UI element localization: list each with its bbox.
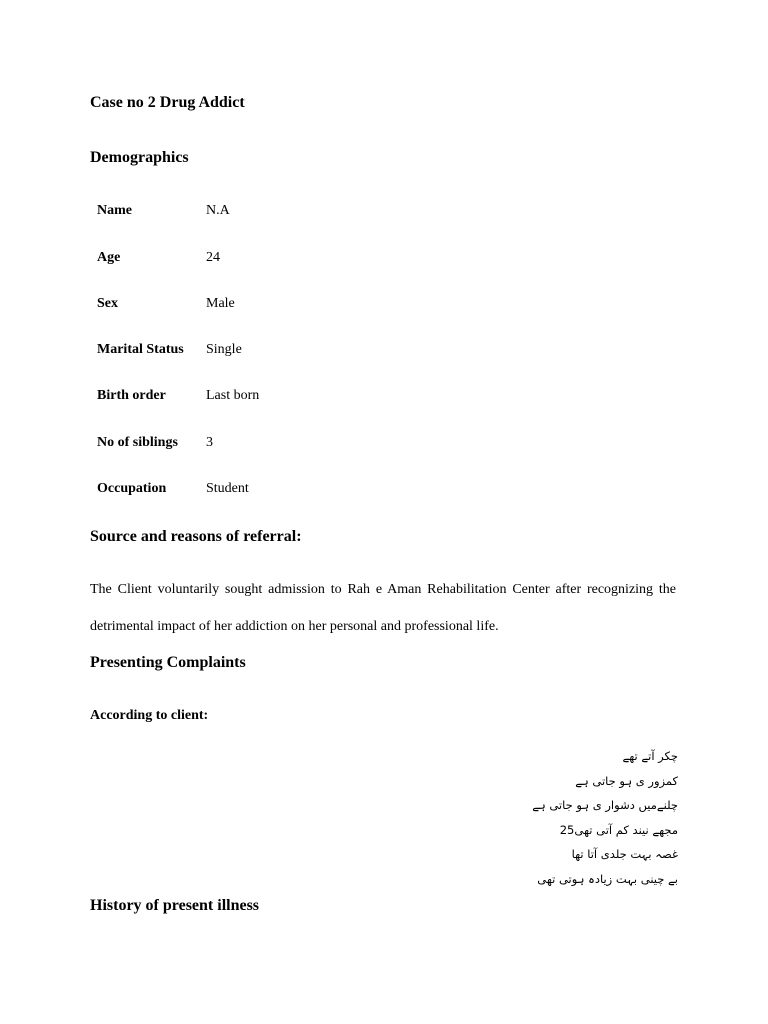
row-label-sex: Sex: [97, 296, 118, 311]
document-title: Case no 2 Drug Addict: [90, 94, 245, 111]
row-label-age: Age: [97, 250, 121, 265]
row-value-age: 24: [206, 250, 220, 265]
row-value-name: N.A: [206, 203, 230, 218]
complaints-heading: Presenting Complaints: [90, 654, 246, 671]
referral-paragraph: The Client voluntarily sought admission to Rah e Aman Rehabilitation Center after recognizing the detrimental impact of her addiction on her personal and professional life.: [90, 582, 676, 634]
list-item: کمزور ی ہو جاتی ہے: [575, 773, 678, 788]
history-heading: History of present illness: [90, 897, 260, 914]
row-label-occupation: Occupation: [97, 481, 167, 496]
list-item: چلنےمیں دشوار ی ہو جاتی ہے: [532, 798, 678, 812]
complaints-subheading: According to client:: [90, 708, 209, 723]
row-label-name: Name: [97, 203, 132, 218]
row-value-occupation: Student: [206, 481, 249, 496]
referral-heading: Source and reasons of referral:: [90, 528, 302, 545]
row-label-siblings: No of siblings: [97, 435, 178, 450]
list-item: مجھے نیند کم آتی تھی25: [559, 822, 678, 837]
complaints-list: [378, 744, 678, 891]
row-value-sex: Male: [206, 296, 235, 311]
row-label-birth-order: Birth order: [97, 388, 166, 403]
demographics-heading: Demographics: [90, 149, 189, 166]
row-label-marital-status: Marital Status: [97, 342, 184, 357]
list-item: چکر آتے تھے: [622, 749, 678, 763]
row-value-birth-order: Last born: [206, 388, 260, 403]
list-item: بے چینی بہت زیادہ ہوتی تھی: [537, 871, 678, 886]
row-value-siblings: 3: [206, 435, 213, 450]
row-value-marital-status: Single: [206, 342, 242, 357]
list-item: غصہ بہت جلدی آتا تھا: [571, 847, 678, 861]
